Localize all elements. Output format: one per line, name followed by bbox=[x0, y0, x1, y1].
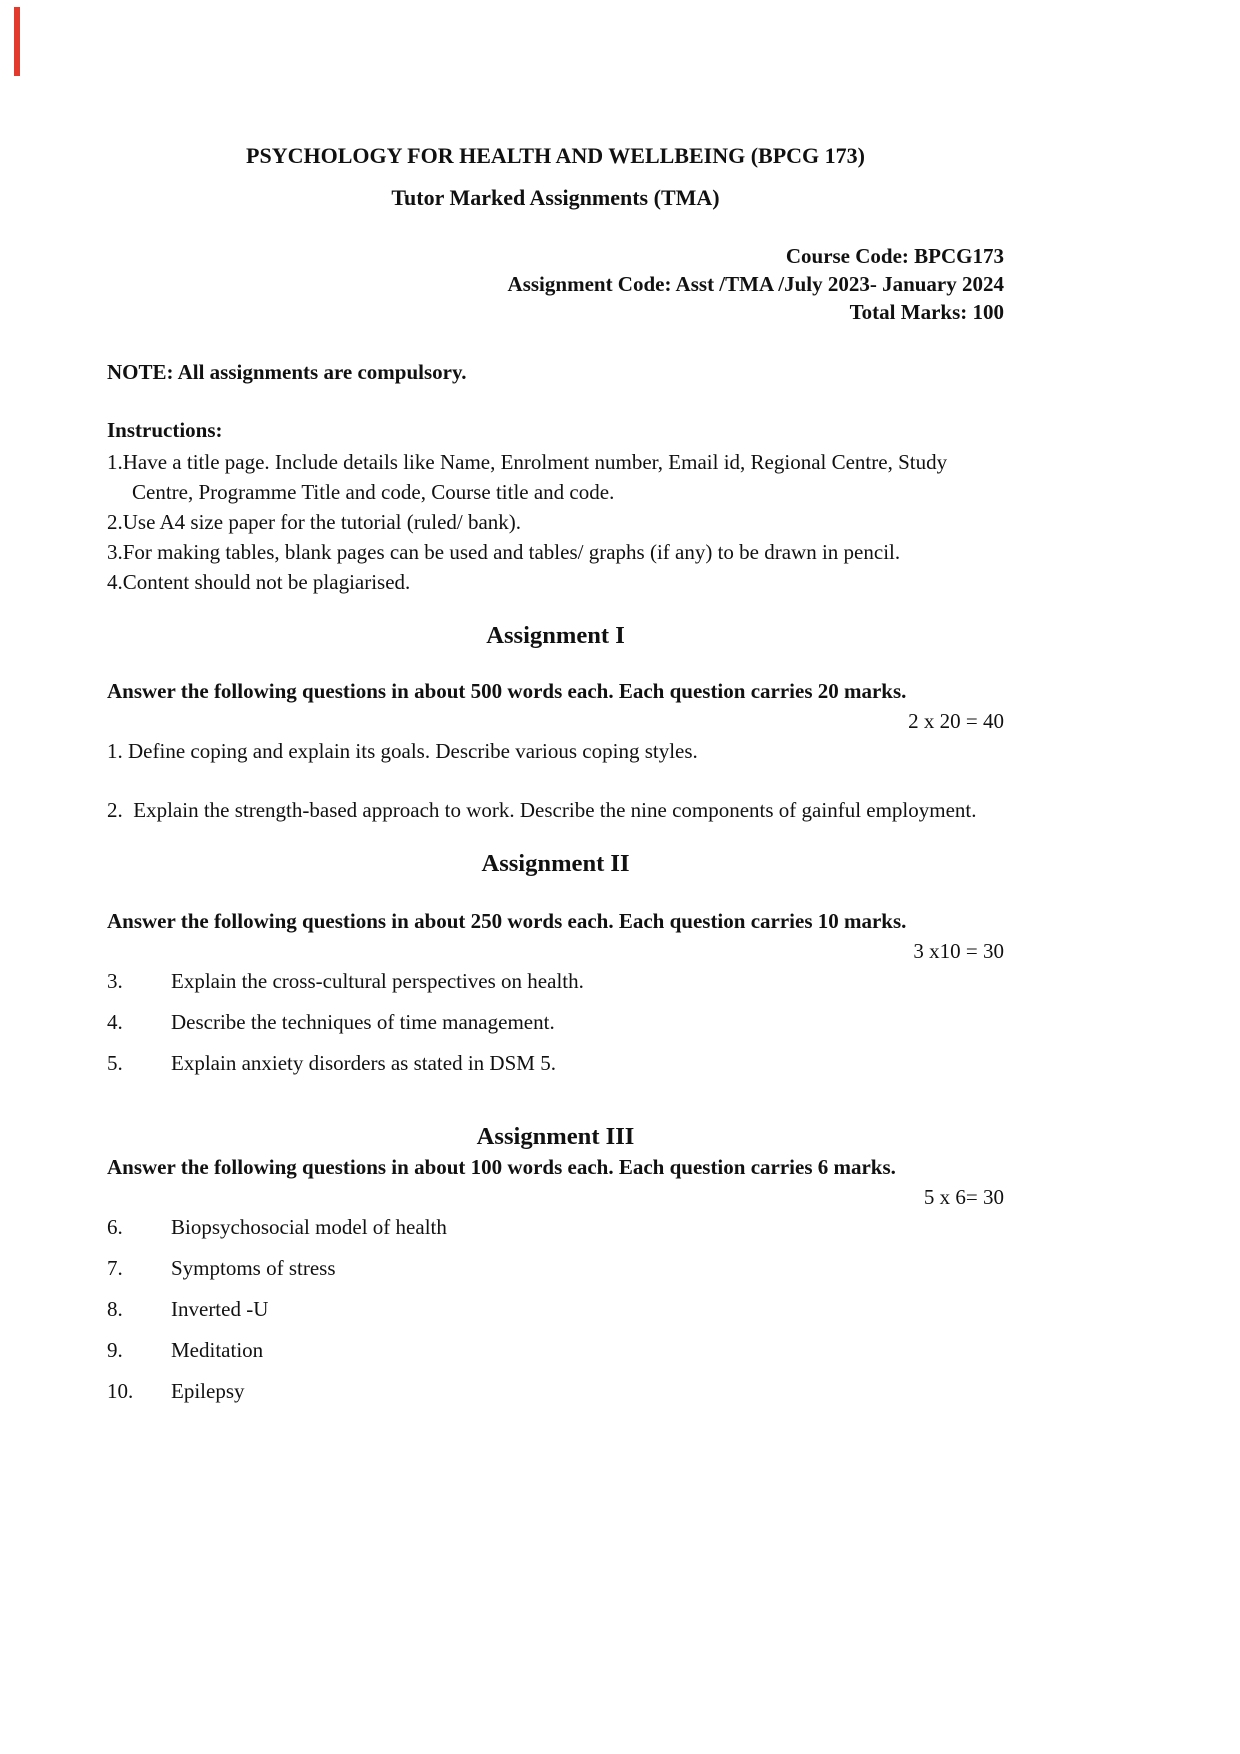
assignment-1-section bbox=[107, 621, 1004, 825]
instructions-heading: Instructions: bbox=[107, 418, 223, 442]
question-text: Describe the techniques of time management. bbox=[171, 1010, 555, 1034]
question-text: Epilepsy bbox=[171, 1379, 245, 1403]
question-text: Define coping and explain its goals. Describe various coping styles. bbox=[128, 739, 698, 763]
question-text: Inverted -U bbox=[171, 1297, 269, 1321]
question-number: 2. bbox=[107, 798, 123, 822]
instruction-number: 1. bbox=[107, 450, 123, 474]
instruction-text: Content should not be plagiarised. bbox=[122, 570, 411, 594]
page-subtitle: Tutor Marked Assignments (TMA) bbox=[391, 185, 720, 210]
assignment-3-direction: Answer the following questions in about 100 words each. Each question carries 6 marks. bbox=[107, 1155, 896, 1179]
assignment-2-section bbox=[107, 849, 1004, 1078]
note-line: NOTE: All assignments are compulsory. bbox=[107, 360, 467, 384]
instruction-item bbox=[107, 567, 1004, 597]
instruction-text: Use A4 size paper for the tutorial (ruled/ bank). bbox=[122, 510, 522, 534]
question-item bbox=[107, 1294, 1004, 1324]
assignment-2-marks-formula: 3 x10 = 30 bbox=[913, 939, 1004, 963]
question-item bbox=[107, 1212, 1004, 1242]
question-item bbox=[107, 1253, 1004, 1283]
question-number: 6. bbox=[107, 1215, 123, 1239]
question-item bbox=[107, 1007, 1004, 1037]
assignment-3-heading: Assignment III bbox=[476, 1123, 635, 1150]
assignment-code-line: Assignment Code: Asst /TMA /July 2023- January 2024 bbox=[507, 272, 1004, 296]
question-number: 7. bbox=[107, 1256, 123, 1280]
question-item bbox=[107, 1335, 1004, 1365]
question-item bbox=[107, 736, 1004, 766]
question-text: Explain anxiety disorders as stated in DSM 5. bbox=[171, 1051, 556, 1075]
instruction-item bbox=[107, 507, 1004, 537]
question-item bbox=[107, 1376, 1004, 1406]
course-code-line: Course Code: BPCG173 bbox=[785, 244, 1004, 268]
header-codes-block bbox=[107, 242, 1004, 326]
assignment-1-heading: Assignment I bbox=[486, 622, 625, 649]
instruction-text: For making tables, blank pages can be used and tables/ graphs (if any) to be drawn in pencil. bbox=[122, 540, 901, 564]
instruction-number: 4. bbox=[107, 570, 123, 594]
question-text: Meditation bbox=[171, 1338, 264, 1362]
assignment-3-section bbox=[107, 1122, 1004, 1406]
instruction-number: 3. bbox=[107, 540, 123, 564]
question-number: 4. bbox=[107, 1010, 123, 1034]
question-number: 5. bbox=[107, 1051, 123, 1075]
question-text: Explain the strength-based approach to work. Describe the nine components of gainful employment. bbox=[133, 798, 977, 822]
assignment-1-marks-formula: 2 x 20 = 40 bbox=[908, 709, 1004, 733]
question-text: Symptoms of stress bbox=[171, 1256, 336, 1280]
question-number: 9. bbox=[107, 1338, 123, 1362]
document-content bbox=[0, 142, 1240, 1406]
question-text: Biopsychosocial model of health bbox=[171, 1215, 447, 1239]
question-item bbox=[107, 966, 1004, 996]
question-number: 1. bbox=[107, 739, 123, 763]
assignment-2-direction: Answer the following questions in about 250 words each. Each question carries 10 marks. bbox=[107, 909, 907, 933]
instructions-list bbox=[107, 447, 1004, 597]
question-number: 3. bbox=[107, 969, 123, 993]
question-item bbox=[107, 1048, 1004, 1078]
question-number: 8. bbox=[107, 1297, 123, 1321]
instruction-item bbox=[107, 537, 1004, 567]
total-marks-line: Total Marks: 100 bbox=[849, 300, 1004, 324]
red-margin-marker bbox=[14, 7, 20, 76]
instruction-number: 2. bbox=[107, 510, 123, 534]
instruction-text: Have a title page. Include details like Name, Enrolment number, Email id, Regional Centre, Study Centre, Programme Title and code, Course title and code. bbox=[122, 450, 948, 504]
assignment-2-heading: Assignment II bbox=[481, 850, 630, 877]
instruction-item bbox=[107, 447, 1004, 507]
question-item bbox=[107, 795, 1004, 825]
question-number: 10. bbox=[107, 1379, 134, 1403]
assignment-3-marks-formula: 5 x 6= 30 bbox=[923, 1185, 1004, 1209]
question-text: Explain the cross-cultural perspectives on health. bbox=[171, 969, 584, 993]
assignment-1-direction: Answer the following questions in about 500 words each. Each question carries 20 marks. bbox=[107, 679, 907, 703]
page-title: PSYCHOLOGY FOR HEALTH AND WELLBEING (BPCG 173) bbox=[246, 143, 865, 168]
